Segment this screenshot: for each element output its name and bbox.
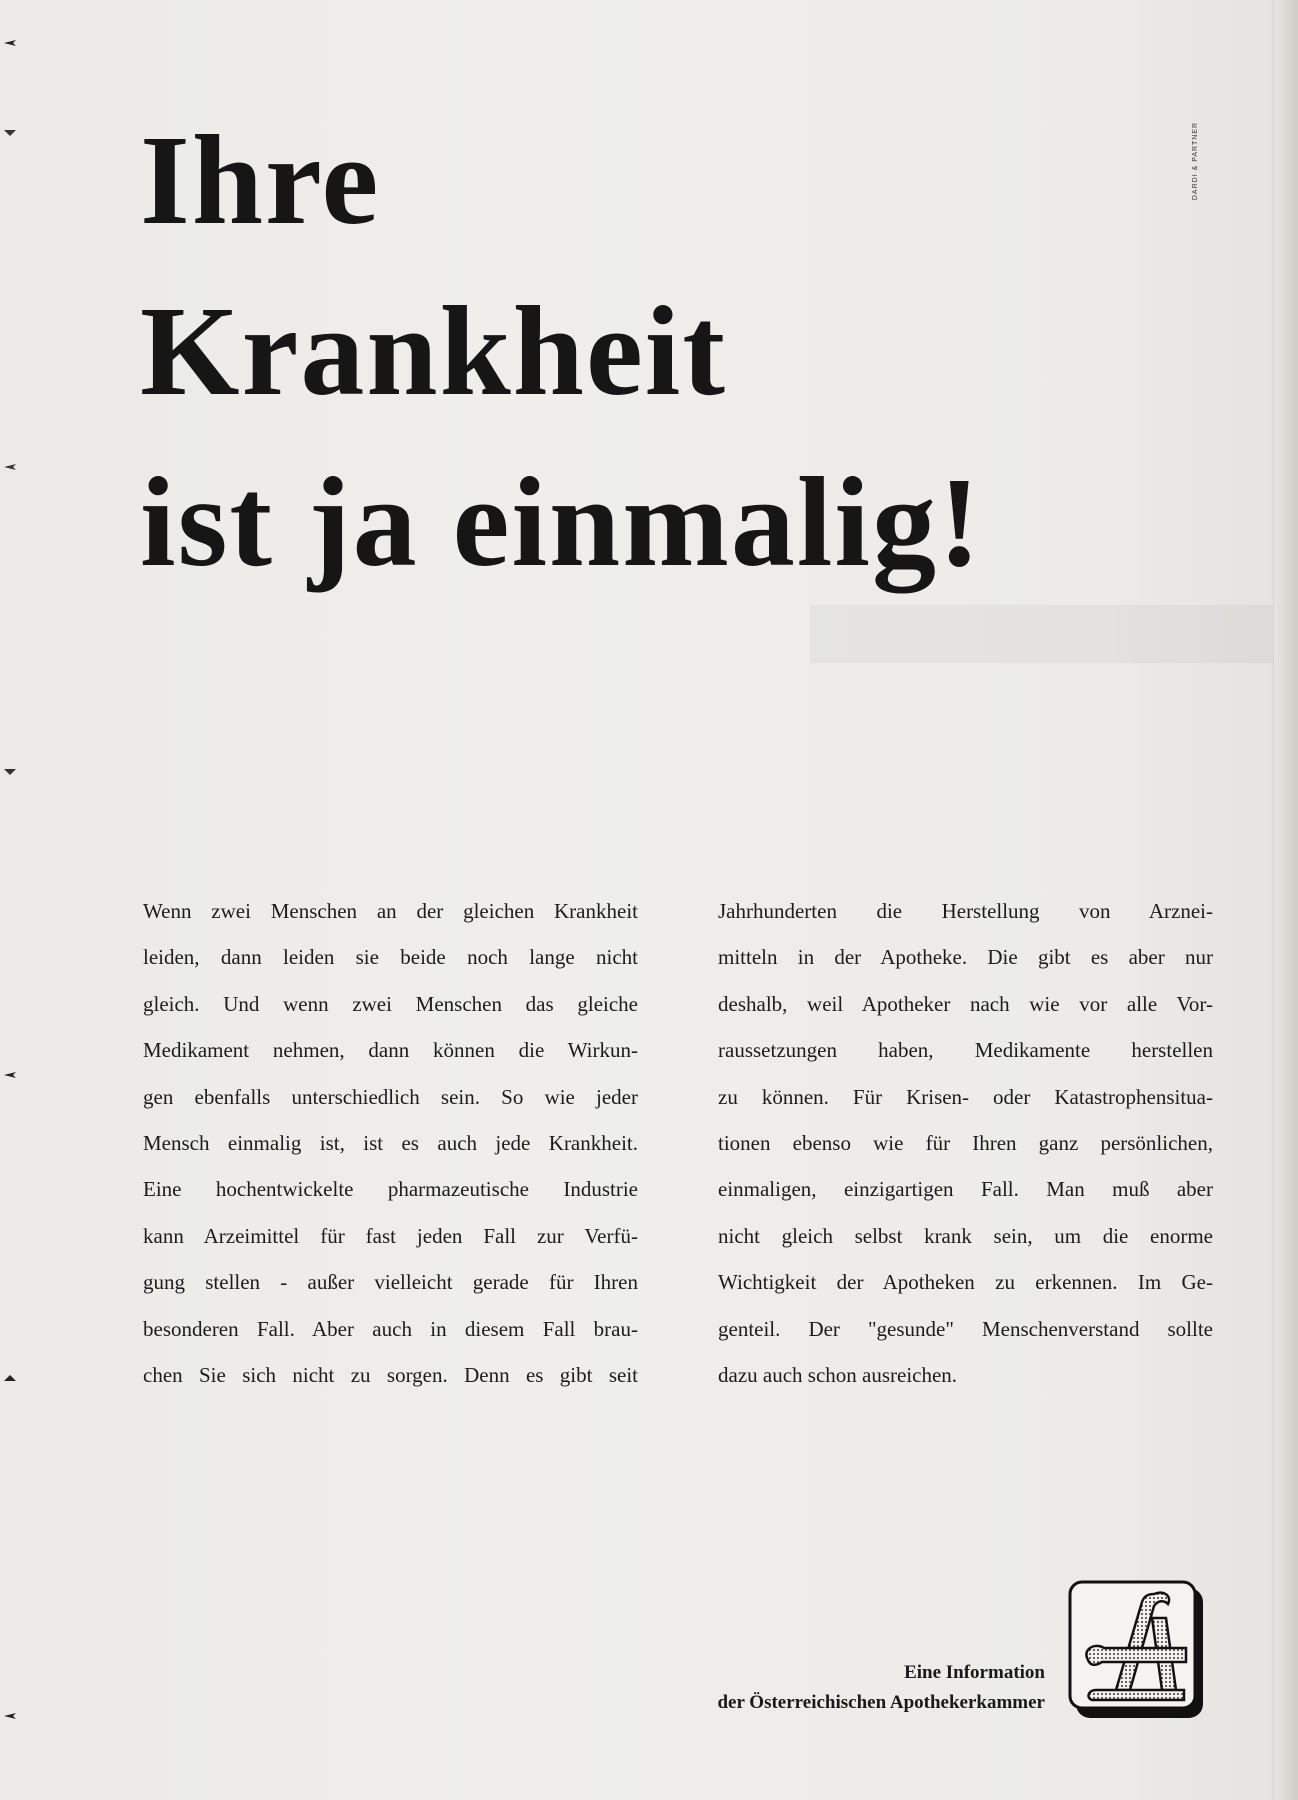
body-line: zu können. Für Krisen- oder Katastrophensitua- xyxy=(718,1084,1213,1109)
body-line: gleich. Und wenn zwei Menschen das gleiche xyxy=(143,991,638,1016)
margin-mark-icon xyxy=(4,123,16,129)
footer-line: Eine Information xyxy=(904,1662,1045,1683)
footer-line: der Österreichischen Apothekerkammer xyxy=(717,1692,1045,1713)
apotheke-a-logo-icon xyxy=(1068,1580,1205,1720)
body-line: gung stellen - außer vielleicht gerade für Ihren xyxy=(143,1270,638,1295)
headline-line: Krankheit xyxy=(140,280,727,422)
margin-mark-icon xyxy=(4,1065,16,1071)
body-line: chen Sie sich nicht zu sorgen. Denn es gibt seit xyxy=(143,1363,638,1388)
headline xyxy=(140,95,983,608)
body-line: einmaligen, einzigartigen Fall. Man muß aber xyxy=(718,1177,1213,1202)
body-column-right xyxy=(718,888,1213,1398)
body-line: genteil. Der "gesunde" Menschenverstand sollte xyxy=(718,1316,1213,1341)
agency-credit: DARDI & PARTNER xyxy=(1192,122,1199,201)
body-line: deshalb, weil Apotheker nach wie vor alle Vor- xyxy=(718,991,1213,1016)
margin-mark-icon xyxy=(4,1706,16,1712)
body-line: Mensch einmalig ist, ist es auch jede Krankheit. xyxy=(143,1131,638,1156)
margin-mark-icon xyxy=(4,33,16,39)
body-line: tionen ebenso wie für Ihren ganz persönlichen, xyxy=(718,1131,1213,1156)
body-line: besonderen Fall. Aber auch in diesem Fall brau- xyxy=(143,1316,638,1341)
body-line: Wenn zwei Menschen an der gleichen Krankheit xyxy=(143,899,638,923)
body-line: nicht gleich selbst krank sein, um die enorme xyxy=(718,1223,1213,1248)
page-edge xyxy=(1273,0,1298,1800)
bleed-through-shadow xyxy=(810,605,1298,663)
footer-attribution xyxy=(717,1658,1045,1718)
body-line: gen ebenfalls unterschiedlich sein. So wie jeder xyxy=(143,1084,638,1109)
body-line: kann Arzeimittel für fast jeden Fall zur Verfü- xyxy=(143,1223,638,1248)
body-line: Wichtigkeit der Apotheken zu erkennen. Im Ge- xyxy=(718,1270,1213,1295)
margin-mark-icon xyxy=(4,457,16,463)
headline-line: Ihre xyxy=(140,109,381,251)
body-line: Eine hochentwickelte pharmazeutische Industrie xyxy=(143,1177,638,1202)
margin-mark-icon xyxy=(4,762,16,768)
body-line: dazu auch schon ausreichen. xyxy=(718,1363,958,1388)
body-line: Medikament nehmen, dann können die Wirkun- xyxy=(143,1038,638,1063)
body-line: Jahrhunderten die Herstellung von Arznei- xyxy=(718,899,1213,923)
margin-mark-icon xyxy=(4,1368,16,1374)
body-line: leiden, dann leiden sie beide noch lange nicht xyxy=(143,945,638,970)
body-column-left xyxy=(143,888,638,1398)
body-line: raussetzungen haben, Medikamente herstellen xyxy=(718,1038,1213,1063)
headline-line: ist ja einmalig! xyxy=(140,451,983,593)
body-line: mitteln in der Apotheke. Die gibt es aber nur xyxy=(718,945,1213,970)
